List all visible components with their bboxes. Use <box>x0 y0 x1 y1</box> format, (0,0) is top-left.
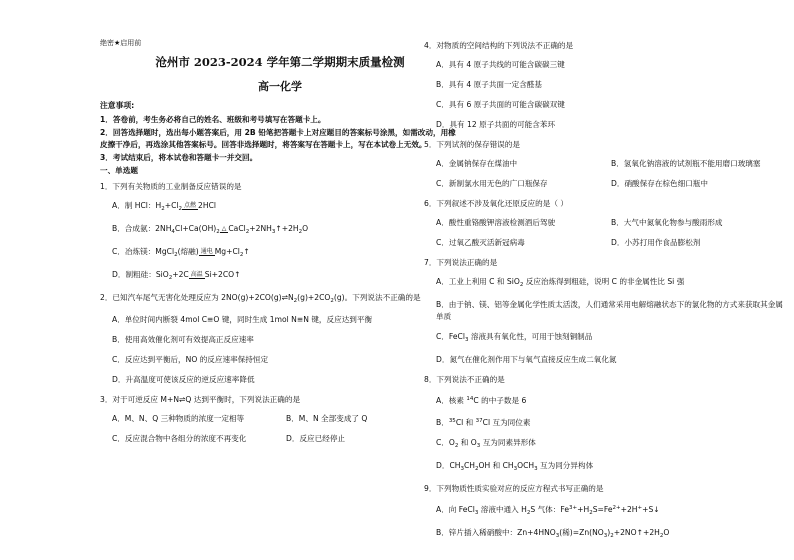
question-7-option-c: C．FeCl$_3$ 溶液具有氧化性，可用于蚀刻铜制品 <box>436 332 593 343</box>
question-5-options-row-2 <box>424 178 786 190</box>
question-8-option-c: C．$O_2$ 和 $O_3$ 互为同素异形体 <box>436 438 536 449</box>
question-5-options-row-1 <box>424 158 786 170</box>
reaction-condition: 点燃 <box>184 201 197 209</box>
notice-item: 1．答卷前，考生务必将自己的姓名、班级和考号填写在答题卡上。 <box>100 115 326 125</box>
exam-title: 沧州市 2023-2024 学年第二学期期末质量检测 <box>155 55 405 69</box>
question-2-option-d: D．升高温度可使该反应的逆反应速率降低 <box>112 374 255 384</box>
question-3-option-d: D．反应已经停止 <box>286 433 346 443</box>
question-5-option-d: D．硝酸保存在棕色细口瓶中 <box>611 179 708 188</box>
question-3-options-row-1 <box>100 413 460 425</box>
question-2-option-a: A．单位时间内断裂 4mol C≡O 键，同时生成 1mol N≡N 键，反应达到平衡 <box>112 314 373 324</box>
question-5-option-b: B．氢氧化钠溶液的试剂瓶不能用磨口玻璃塞 <box>611 159 761 168</box>
notice-item: 3．考试结束后，将本试卷和答题卡一并交回。 <box>100 152 258 162</box>
question-4-option-d: D．具有 12 原子共面的可能含苯环 <box>436 120 556 129</box>
reaction-condition: 高温 <box>190 270 203 278</box>
notice-item: 2．回答选择题时，选出每小题答案后，用 2B 铅笔把答题卡上对应题目的答案标号涂黑，如需改动，用橡皮擦干净后，再选涂其他答案标号。回答非选择题时，将答案写在答题卡上，写在本试卷上无效。 <box>100 127 456 150</box>
question-8-option-a: A．核素 $^{14}$C 的中子数是 6 <box>436 396 527 405</box>
subject-title: 高一化学 <box>258 79 302 93</box>
question-6-options-row-1 <box>424 217 786 229</box>
question-4-stem: 4．对物质的空间结构的下列说法不正确的是 <box>424 41 574 50</box>
question-2-option-c: C．反应达到平衡后，NO 的反应速率保持恒定 <box>112 354 269 364</box>
question-5-option-c: C．新制氯水用无色的广口瓶保存 <box>436 179 548 188</box>
question-4-option-a: A．具有 4 原子共线的可能含碳碳三键 <box>436 60 565 69</box>
question-3-options-row-2 <box>100 433 460 445</box>
question-3-stem: 3．对于可逆反应 M+N⇌Q 达到平衡时，下列说法正确的是 <box>100 394 301 404</box>
question-7-stem: 7．下列说法正确的是 <box>424 258 498 267</box>
question-3-option-c: C．反应混合物中各组分的浓度不再变化 <box>112 433 247 443</box>
question-6-option-a: A．酸性重铬酸钾溶液检测酒后驾驶 <box>436 218 556 227</box>
question-2-option-b: B．使用高效催化剂可有效提高正反应速率 <box>112 334 254 344</box>
question-2-stem: 2．已知汽车尾气无害化处理反应为 $2NO(g)+2CO(g)\rightleftharpoons N_2(g)+2CO_2(g)$。下列说法不正确的是 <box>100 292 421 304</box>
question-4-option-c: C．具有 6 原子共面的可能含碳碳双键 <box>436 100 565 109</box>
question-9-option-a: A．向 FeCl$_3$ 溶液中通入 $H_2S$ 气体：$Fe^{3+}+H_2S=Fe^{2+}+2H^++S↓$ <box>436 505 660 516</box>
question-5-stem: 5．下列试剂的保存错误的是 <box>424 140 520 149</box>
notice-heading: 注意事项: <box>100 100 135 110</box>
left-column <box>100 40 460 453</box>
question-4-option-b: B．具有 4 原子共面一定含醛基 <box>436 80 542 89</box>
question-8-option-b: B．$^{35}$Cl 和 $^{37}$Cl 互为同位素 <box>436 418 531 427</box>
question-6-option-c: C．过氧乙酸灭活新冠病毒 <box>436 238 525 247</box>
question-1-option-d: D．制粗硅：SiO$_2$+2C 高温 Si+2CO↑ <box>112 269 241 281</box>
question-8-option-d: D．$CH_3CH_2OH$ 和 $CH_3OCH_3$ 互为同分异构体 <box>436 461 594 472</box>
question-5-option-a: A．金属钠保存在煤油中 <box>436 159 518 168</box>
question-7-option-d: D．氮气在催化剂作用下与氧气直接反应生成二氧化氮 <box>436 355 617 364</box>
question-3-option-b: B．M、N 全部变成了 Q <box>286 413 368 423</box>
question-1-option-b: B．合成氨：$2NH_4Cl+Ca(OH)_2$ △ $CaCl_2+2NH_3↑+2H_2O$ <box>112 223 309 235</box>
question-9-stem: 9．下列物质性质实验对应的反应方程式书写正确的是 <box>424 484 604 493</box>
question-6-option-d: D．小苏打用作食品膨松剂 <box>611 238 701 247</box>
question-1-option-c: C．冶炼镁：MgCl$_2$(熔融) 通电 $Mg+Cl_2↑$ <box>112 246 250 258</box>
question-1-option-a: A．制 HCl：$H_2+Cl_2$ 点燃 2HCl <box>112 200 216 212</box>
question-7-option-a: A．工业上利用 C 和 SiO$_2$ 反应治炼得到粗硅，说明 C 的非金属性比 Si 强 <box>436 277 685 288</box>
question-8-stem: 8．下列说法不正确的是 <box>424 375 505 384</box>
question-6-stem: 6．下列叙述不涉及氧化还原反应的是（ ） <box>424 199 568 208</box>
question-6-options-row-2 <box>424 237 786 249</box>
secret-label: 绝密★启用前 <box>100 39 142 47</box>
reaction-condition: 通电 <box>200 247 213 255</box>
question-9-option-b: B．锌片插入稀硝酸中：$Zn+4HNO_3$(稀)$=Zn(NO_3)_2+2NO↑+2H_2O$ <box>436 528 670 539</box>
right-column <box>424 40 786 550</box>
question-1-stem: 1．下列有关物质的工业制备反应错误的是 <box>100 181 242 191</box>
question-7-option-b: B．由于钠、镁、铝等金属化学性质太活泼，人们通常采用电解熔融状态下的氯化物的方式来获取其金属单质 <box>436 300 783 321</box>
section-heading: 一、单选题 <box>100 166 138 176</box>
question-6-option-b: B．大气中氮氧化物参与酸雨形成 <box>611 218 723 227</box>
reaction-condition: △ <box>221 224 227 232</box>
question-3-option-a: A．M、N、Q 三种物质的浓度一定相等 <box>112 413 245 423</box>
